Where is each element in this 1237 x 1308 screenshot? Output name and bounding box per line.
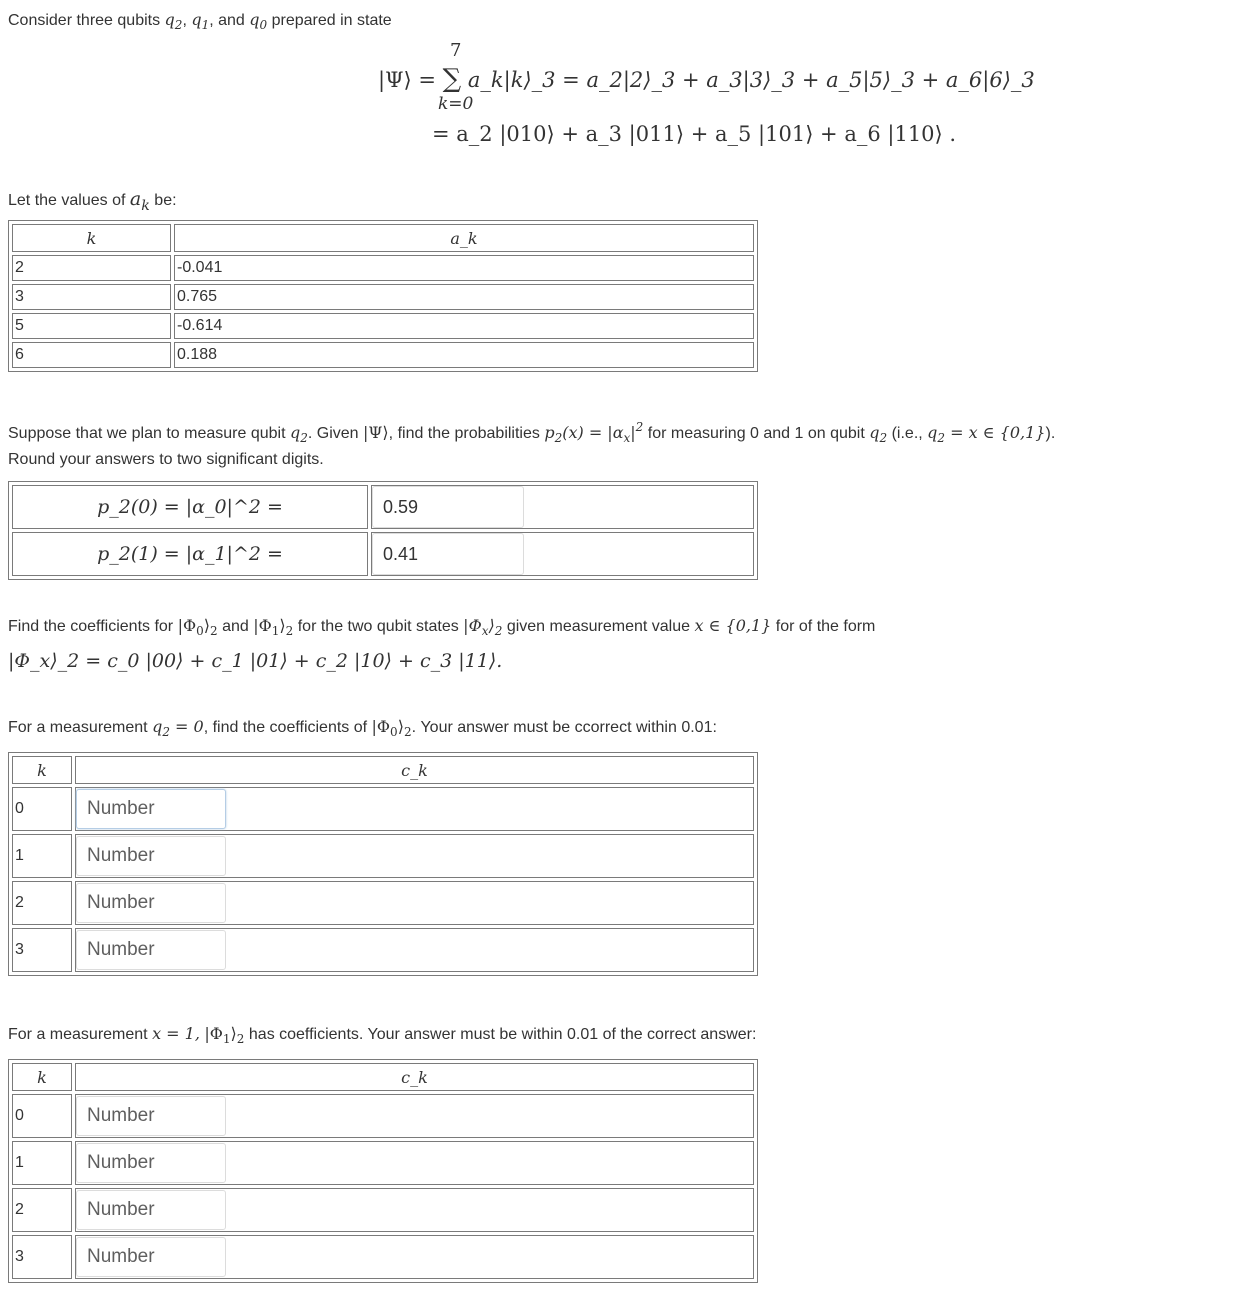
measure0-intro: For a measurement $q_2 = 0$, find the coefficients of $|\Phi_0⟩_2$. Your answer must be ccorrect within 0.01:	[8, 717, 717, 740]
prob-0-answer[interactable]: 0.59	[372, 486, 524, 528]
header-k: k	[12, 1063, 72, 1091]
c2-input[interactable]	[76, 883, 226, 923]
table-row: 3 Number	[12, 928, 754, 972]
table-row: 2 Number	[12, 1188, 754, 1232]
prob-label-1: p_2(1) = |α_1|^2 =	[12, 532, 368, 576]
c3-input[interactable]	[76, 1237, 226, 1277]
math-q1: $q_1$	[191, 10, 210, 33]
equation-line-1: |Ψ⟩ = ∑ a_k|k⟩_3 = a_2|2⟩_3 + a_3|3⟩_3 + a_5|5⟩_3 + a_6|6⟩_3	[378, 64, 1035, 94]
table-header-row	[12, 224, 754, 252]
prob-label-0: p_2(0) = |α_0|^2 =	[12, 485, 368, 529]
table-row: 2 Number	[12, 881, 754, 925]
c1-input[interactable]	[76, 1143, 226, 1183]
table-row: 0 Number	[12, 787, 754, 831]
prob-question-line-2: Round your answers to two significant digits.	[8, 451, 324, 468]
math-q0: $q_0$	[249, 10, 268, 33]
prob-table	[8, 481, 758, 580]
intro-line: Consider three qubits $q_2$, $q_1$, and $q_0$ prepared in state	[8, 10, 392, 33]
sum-lower-limit: k=0	[438, 94, 474, 114]
header-ak: a_k	[174, 224, 754, 252]
table-row: 1 Number	[12, 1141, 754, 1185]
values-intro: Let the values of $a_k$ be:	[8, 188, 177, 214]
header-k: k	[12, 756, 72, 784]
table-row	[12, 532, 754, 576]
table-row: 5 -0.614	[12, 313, 754, 339]
header-k: k	[12, 224, 171, 252]
table-row: 3 Number	[12, 1235, 754, 1279]
measure1-table	[8, 1059, 758, 1283]
math-ak: $a_k$	[129, 188, 150, 214]
table-row: 3 0.765	[12, 284, 754, 310]
header-ck: c_k	[75, 1063, 754, 1091]
coef-form: |Φ_x⟩_2 = c_0 |00⟩ + c_1 |01⟩ + c_2 |10⟩ + c_3 |11⟩.	[8, 650, 503, 672]
c0-input[interactable]	[76, 1096, 226, 1136]
table-header-row	[12, 1063, 754, 1091]
table-row: 6 0.188	[12, 342, 754, 368]
c0-input[interactable]	[76, 789, 226, 829]
table-row	[12, 485, 754, 529]
table-row: 2 -0.041	[12, 255, 754, 281]
prob-1-answer[interactable]: 0.41	[372, 533, 524, 575]
sum-upper-limit: 7	[450, 40, 462, 61]
equation-line-2: = a_2 |010⟩ + a_3 |011⟩ + a_5 |101⟩ + a_6 |110⟩ .	[432, 122, 957, 146]
sum-icon: ∑	[442, 64, 462, 94]
measure1-intro: For a measurement x = 1, $|\Phi_1⟩_2$ has coefficients. Your answer must be within 0.01 of the correct answer:	[8, 1024, 757, 1047]
table-header-row	[12, 756, 754, 784]
c2-input[interactable]	[76, 1190, 226, 1230]
c3-input[interactable]	[76, 930, 226, 970]
table-row: 0 Number	[12, 1094, 754, 1138]
prob-question-line-1: Suppose that we plan to measure qubit $q_2$. Given |Ψ⟩, find the probabilities $p_2(x) = |\alpha_x|^2$ for measuring 0 and 1 on qubit $q_2$ (i.e., $q_2 = x$ ∈ {0,1}).	[8, 420, 1056, 446]
math-q2: $q_2$	[164, 10, 183, 33]
header-ck: c_k	[75, 756, 754, 784]
c1-input[interactable]	[76, 836, 226, 876]
ak-table	[8, 220, 758, 372]
coef-question-line-1: Find the coefficients for $|\Phi_0⟩_2$ and $|\Phi_1⟩_2$ for the two qubit states $|\Phi_x⟩_2$ given measurement value x ∈ {0,1} for of the form	[8, 616, 876, 639]
table-row: 1 Number	[12, 834, 754, 878]
measure0-table	[8, 752, 758, 976]
